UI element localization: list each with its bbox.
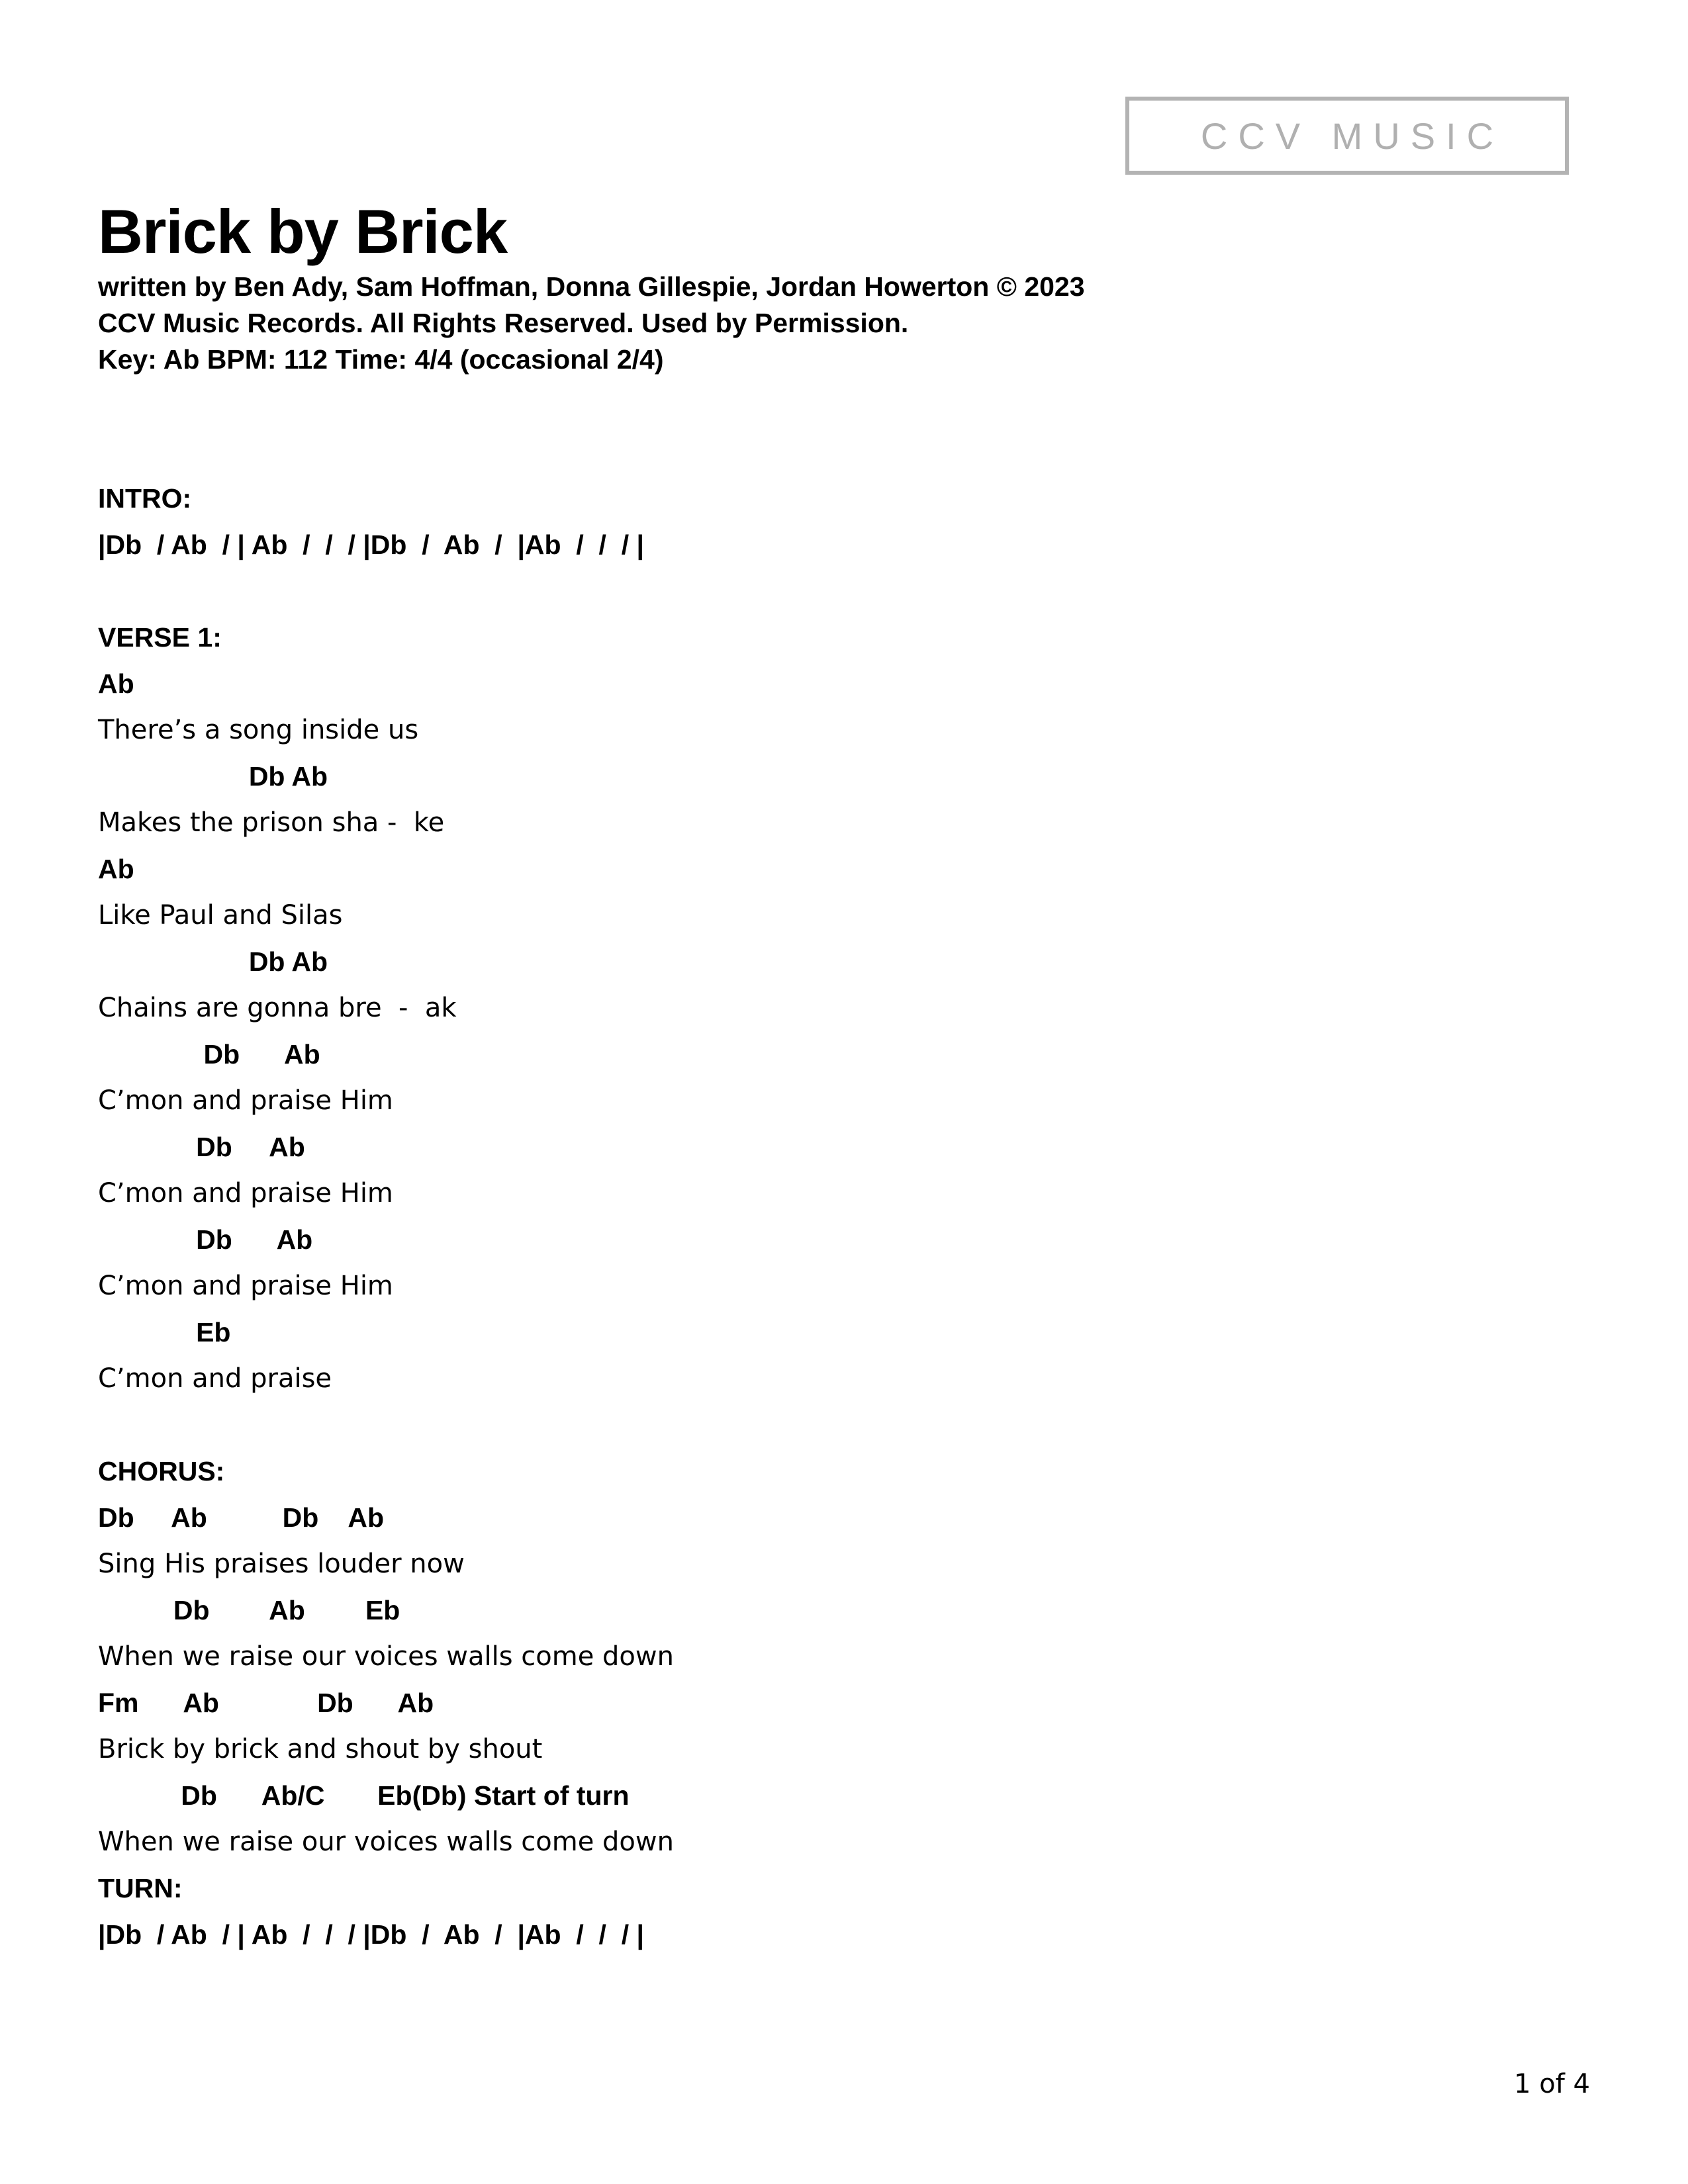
chord-row: Ab: [98, 668, 134, 699]
lyric-row: There’s a song inside us: [98, 715, 419, 745]
lyric-row: When we raise our voices walls come down: [98, 1641, 674, 1672]
turn-start-annotation: (Db) Start of turn: [412, 1780, 630, 1811]
section-label-intro: INTRO:: [98, 483, 192, 514]
chord-row: Db Ab: [98, 1039, 320, 1069]
section-label-verse1: VERSE 1:: [98, 622, 222, 653]
lyric-row: Makes the prison sha - ke: [98, 807, 445, 838]
lyric-row: Sing His praises louder now: [98, 1549, 465, 1579]
chord-row: Db Ab Eb: [98, 1595, 400, 1625]
lyric-row: Chains are gonna bre - ak: [98, 993, 457, 1023]
lyric-row: Like Paul and Silas: [98, 900, 343, 931]
chord-row-chords: Db Ab/C Eb: [98, 1780, 412, 1811]
chord-row: Fm Ab Db Ab: [98, 1688, 434, 1718]
chord-row-with-annotation: [98, 1772, 1594, 1819]
chord-row: Eb: [98, 1317, 231, 1347]
page-number: 1 of 4: [1514, 2069, 1590, 2099]
ccv-music-logo: [1125, 97, 1569, 175]
lyric-row: Brick by brick and shout by shout: [98, 1734, 543, 1764]
turn-bars: |Db / Ab / | Ab / / / |Db / Ab / |Ab / / / |: [98, 1919, 644, 1950]
chord-row: Db Ab: [98, 1132, 305, 1162]
lyric-row: When we raise our voices walls come down: [98, 1827, 674, 1857]
lyric-row: C’mon and praise Him: [98, 1178, 393, 1208]
section-label-turn: TURN:: [98, 1873, 183, 1903]
spacer: [98, 1402, 1594, 1448]
lyric-row: C’mon and praise Him: [98, 1085, 393, 1116]
section-label-chorus: CHORUS:: [98, 1456, 225, 1486]
page-title: Brick by Brick: [98, 197, 508, 266]
chord-row: Db Ab: [98, 1224, 313, 1255]
credit-line-writers: written by Ben Ady, Sam Hoffman, Donna Gillespie, Jordan Howerton © 2023: [98, 271, 1085, 302]
chord-row: Db Ab: [98, 761, 328, 792]
intro-bars: |Db / Ab / | Ab / / / |Db / Ab / |Ab / / / |: [98, 529, 644, 560]
lyric-row: C’mon and praise: [98, 1363, 332, 1394]
chord-row: Ab: [98, 854, 134, 884]
credit-line-rights: CCV Music Records. All Rights Reserved. Used by Permission.: [98, 308, 909, 338]
chord-row: Db Ab Db Ab: [98, 1502, 385, 1533]
credit-line-key-bpm-time: Key: Ab BPM: 112 Time: 4/4 (occasional 2/4): [98, 344, 664, 375]
lyric-row: C’mon and praise Him: [98, 1271, 393, 1301]
title-block: [98, 199, 1594, 378]
chart-body: [98, 475, 1594, 1958]
spacer: [98, 568, 1594, 614]
chord-row: Db Ab: [98, 946, 328, 977]
ccv-music-logo-text: CCV MUSIC: [1200, 114, 1505, 157]
